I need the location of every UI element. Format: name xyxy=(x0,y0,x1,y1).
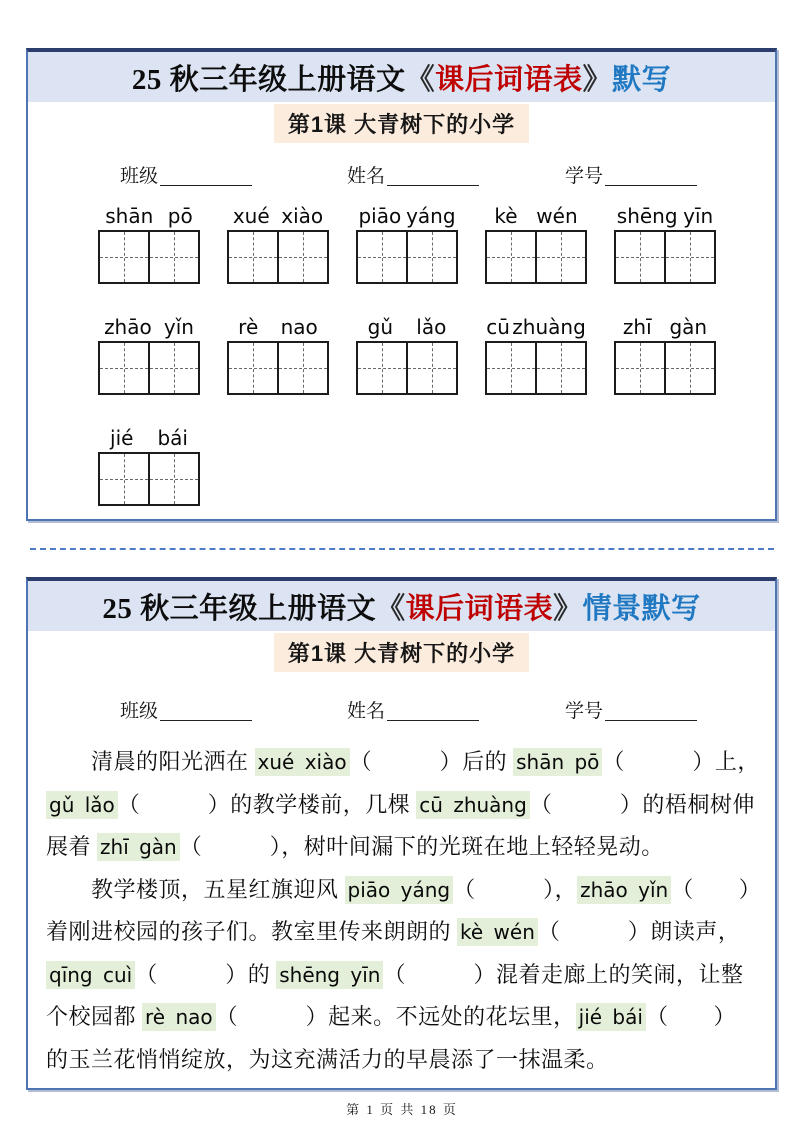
pinyin-syllable: xiào xyxy=(281,204,324,228)
grid-midline xyxy=(487,368,585,369)
dictation-panel xyxy=(26,48,777,521)
pinyin-syllable: cū xyxy=(486,315,510,339)
pinyin-syllable: rè xyxy=(238,315,259,339)
pinyin-word-block xyxy=(356,315,458,395)
pinyin-highlight: kè wén xyxy=(457,918,538,946)
pinyin-syllable: yīn xyxy=(683,204,714,228)
panel1-title xyxy=(132,57,671,98)
pinyin-syllable: gǔ xyxy=(367,315,394,339)
pinyin-highlight: cū zhuàng xyxy=(416,791,530,819)
student-id-field xyxy=(565,696,697,723)
pinyin-syllable: nao xyxy=(280,315,318,339)
title-blue-text: 默写 xyxy=(612,63,672,96)
pinyin-label xyxy=(614,315,716,341)
body-text: （ ）的教学楼前，几棵 xyxy=(117,791,417,817)
body-text: （ ）的梧桐树伸 xyxy=(529,791,755,817)
dashed-divider xyxy=(30,548,774,550)
cloze-line xyxy=(46,784,757,827)
pinyin-highlight: gǔ lǎo xyxy=(46,791,118,819)
body-text: （ ） xyxy=(645,1004,736,1029)
pinyin-highlight: zhāo yǐn xyxy=(577,876,671,904)
name-field xyxy=(347,696,479,723)
writing-grid[interactable] xyxy=(356,230,458,284)
pinyin-syllable: bái xyxy=(157,426,188,450)
student-id-label: 学号 xyxy=(565,166,604,187)
title-black-text: 25 秋三年级上册语文 xyxy=(102,592,377,625)
student-id-input-line[interactable] xyxy=(605,718,697,721)
pinyin-syllable: gàn xyxy=(669,315,708,339)
body-text: 教学楼顶，五星红旗迎风 xyxy=(46,876,345,902)
body-text: 清晨的阳光洒在 xyxy=(46,749,255,774)
body-text: 的玉兰花悄悄绽放，为这充满活力的早晨添了一抹温柔。 xyxy=(46,1046,609,1072)
pinyin-word-block xyxy=(614,204,716,284)
cloze-paragraph xyxy=(46,741,762,1081)
pinyin-highlight: jié bái xyxy=(576,1003,646,1031)
pinyin-label xyxy=(485,204,587,230)
title-open-bracket: 《 xyxy=(376,592,406,625)
pinyin-label xyxy=(227,204,329,230)
pinyin-syllable: shān xyxy=(105,204,154,228)
word-grid-row-1 xyxy=(98,204,775,284)
cloze-line xyxy=(46,911,757,954)
panel2-student-info-row xyxy=(28,693,775,723)
grid-midline xyxy=(100,368,198,369)
pinyin-label xyxy=(356,315,458,341)
lesson-subtitle: 第1课 大青树下的小学 xyxy=(274,104,529,143)
class-label: 班级 xyxy=(120,701,159,722)
grid-midline xyxy=(616,257,714,258)
panel1-student-info-row xyxy=(28,158,775,188)
body-text: （ ）， xyxy=(453,876,578,902)
pinyin-highlight: rè nao xyxy=(142,1003,216,1031)
student-id-field xyxy=(565,161,697,188)
panel1-subtitle-row xyxy=(28,104,775,142)
pinyin-syllable: zhī xyxy=(622,315,652,339)
writing-grid[interactable] xyxy=(227,341,329,395)
pinyin-highlight: shān pō xyxy=(513,748,602,776)
page-number: 第 1 页 共 18 页 xyxy=(346,1102,458,1117)
pinyin-highlight: qīng cuì xyxy=(46,961,135,989)
body-text: （ ）后的 xyxy=(349,749,514,774)
body-text: （ ）朗读声， xyxy=(537,919,741,944)
grid-midline xyxy=(100,479,198,480)
title-blue-text: 情景默写 xyxy=(582,592,701,625)
writing-grid[interactable] xyxy=(98,452,200,506)
pinyin-word-block xyxy=(98,204,200,284)
pinyin-word-block xyxy=(485,315,587,395)
writing-grid[interactable] xyxy=(227,230,329,284)
cloze-line xyxy=(46,996,757,1039)
pinyin-word-block xyxy=(227,204,329,284)
writing-grid[interactable] xyxy=(485,230,587,284)
word-grid-row-2 xyxy=(98,315,775,395)
pinyin-highlight: piāo yáng xyxy=(345,876,454,904)
pinyin-syllable: shēng xyxy=(616,204,678,228)
class-field xyxy=(120,161,252,188)
pinyin-label xyxy=(614,204,716,230)
title-red-text: 课后词语表 xyxy=(435,63,583,96)
pinyin-word-block xyxy=(227,315,329,395)
name-input-line[interactable] xyxy=(387,183,479,186)
grid-midline xyxy=(358,368,456,369)
class-input-line[interactable] xyxy=(160,183,252,186)
writing-grid[interactable] xyxy=(98,230,200,284)
panel2-title xyxy=(102,586,700,627)
pinyin-syllable: wén xyxy=(536,204,578,228)
panel1-title-band xyxy=(28,52,775,102)
pinyin-highlight: shēng yīn xyxy=(276,961,383,989)
pinyin-syllable: piāo xyxy=(358,204,402,228)
cloze-line xyxy=(46,954,757,997)
pinyin-syllable: kè xyxy=(494,204,518,228)
grid-midline xyxy=(229,368,327,369)
cloze-line xyxy=(46,826,757,869)
class-label: 班级 xyxy=(120,166,159,187)
cloze-line xyxy=(46,741,760,784)
name-label: 姓名 xyxy=(347,701,386,722)
grid-midline xyxy=(616,368,714,369)
pinyin-label xyxy=(98,426,200,452)
writing-grid[interactable] xyxy=(356,341,458,395)
cloze-line xyxy=(46,1039,757,1082)
body-text: （ ）混着走廊上的笑闹，让整 xyxy=(383,961,744,987)
pinyin-syllable: jié xyxy=(110,426,134,450)
pinyin-highlight: xué xiào xyxy=(255,748,350,776)
student-id-label: 学号 xyxy=(565,701,604,722)
pinyin-syllable: lǎo xyxy=(416,315,447,339)
context-dictation-panel xyxy=(26,577,777,1090)
pinyin-word-block xyxy=(485,204,587,284)
pinyin-label xyxy=(98,204,200,230)
pinyin-syllable: yáng xyxy=(406,204,456,228)
name-label: 姓名 xyxy=(347,166,386,187)
body-text: （ ），树叶间漏下的光斑在地上轻轻晃动。 xyxy=(179,834,664,859)
writing-grid[interactable] xyxy=(614,341,716,395)
body-text: （ ） xyxy=(671,876,762,902)
title-open-bracket: 《 xyxy=(405,63,436,96)
pinyin-highlight: zhī gàn xyxy=(97,833,180,861)
body-text: 着刚进校园的孩子们。教室里传来朗朗的 xyxy=(46,919,458,944)
pinyin-syllable: zhuàng xyxy=(512,315,586,339)
writing-grid[interactable] xyxy=(485,341,587,395)
body-text: （ ）上， xyxy=(602,749,760,774)
body-text: 展着 xyxy=(46,834,98,859)
grid-midline xyxy=(229,257,327,258)
pinyin-syllable: yǐn xyxy=(163,315,194,339)
pinyin-word-block xyxy=(356,204,458,284)
word-grid-row-3 xyxy=(98,426,775,506)
body-text: 个校园都 xyxy=(46,1004,143,1029)
body-text: （ ）起来。不远处的花坛里， xyxy=(215,1004,576,1029)
title-black-text: 25 秋三年级上册语文 xyxy=(131,63,406,96)
cloze-line xyxy=(46,869,762,912)
pinyin-word-block xyxy=(614,315,716,395)
pinyin-word-block xyxy=(98,426,200,506)
pinyin-label xyxy=(227,315,329,341)
body-text: （ ）的 xyxy=(135,961,277,987)
class-field xyxy=(120,696,252,723)
pinyin-syllable: xué xyxy=(232,204,270,228)
panel2-subtitle-row xyxy=(28,633,775,671)
grid-midline xyxy=(487,257,585,258)
title-close-bracket: 》 xyxy=(582,63,613,96)
title-red-text: 课后词语表 xyxy=(405,592,554,625)
name-field xyxy=(347,161,479,188)
writing-grid[interactable] xyxy=(98,341,200,395)
pinyin-label xyxy=(356,204,458,230)
student-id-input-line[interactable] xyxy=(605,183,697,186)
grid-midline xyxy=(358,257,456,258)
title-close-bracket: 》 xyxy=(553,592,583,625)
pinyin-syllable: zhāo xyxy=(104,315,152,339)
pinyin-label xyxy=(485,315,587,341)
pinyin-syllable: pō xyxy=(167,204,193,228)
pinyin-word-block xyxy=(98,315,200,395)
name-input-line[interactable] xyxy=(387,718,479,721)
pinyin-label xyxy=(98,315,200,341)
grid-midline xyxy=(100,257,198,258)
writing-grid[interactable] xyxy=(614,230,716,284)
lesson-subtitle: 第1课 大青树下的小学 xyxy=(274,633,529,672)
panel2-title-band xyxy=(28,581,775,631)
class-input-line[interactable] xyxy=(160,718,252,721)
